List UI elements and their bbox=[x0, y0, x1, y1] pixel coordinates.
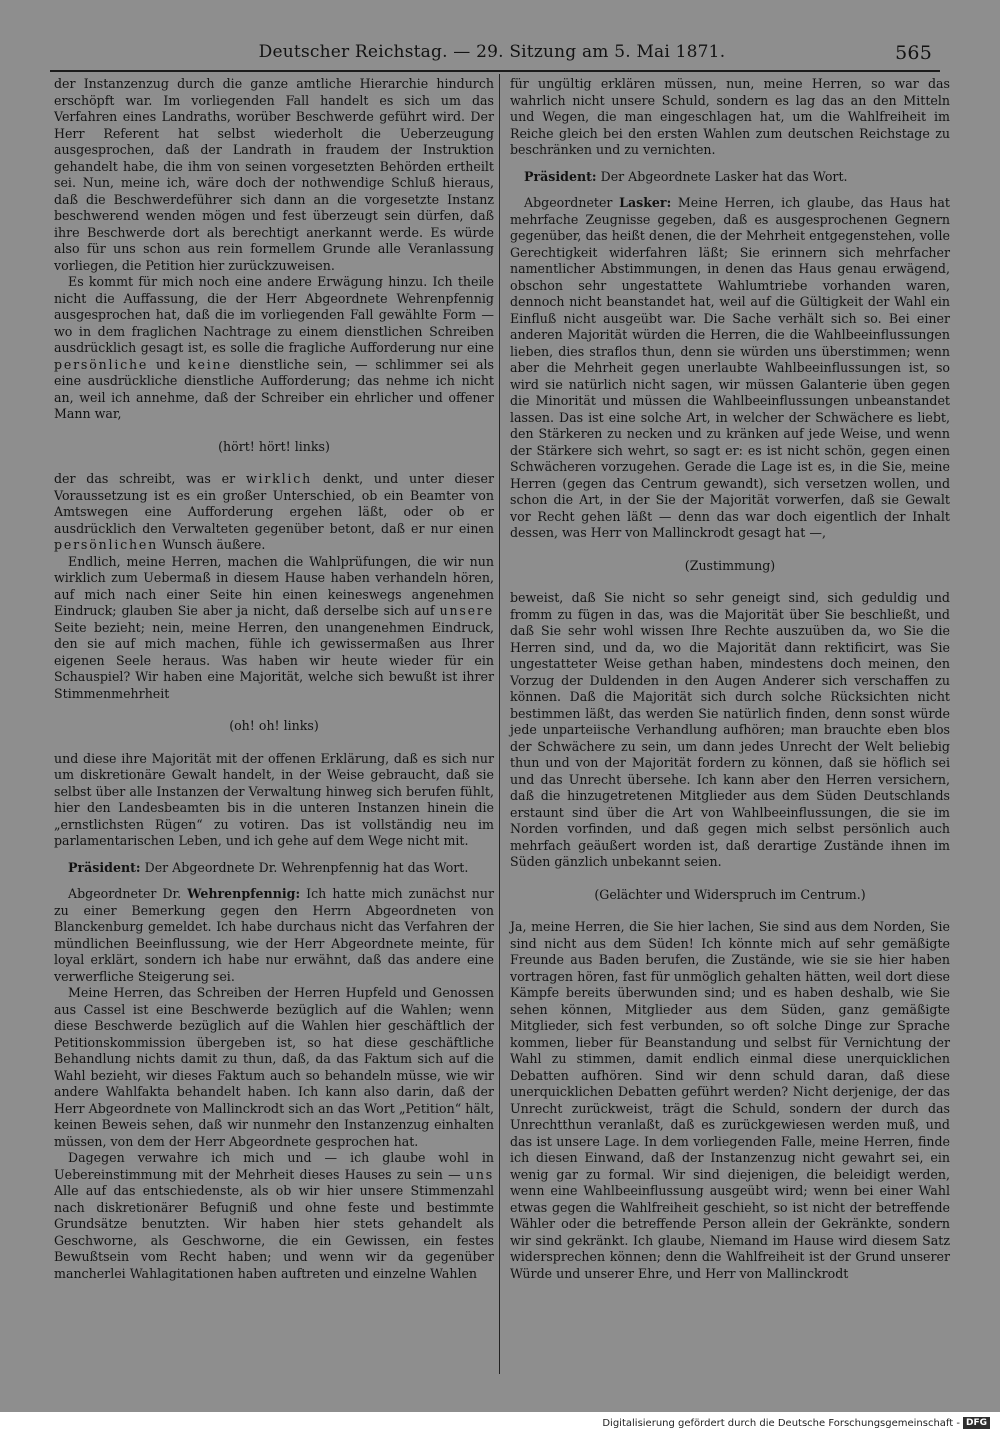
paragraph: Endlich, meine Herren, machen die Wahlprüfungen, die wir nun wirklich zum Uebermaß in diesem Hause haben verhandeln hören, auf mich nach einer Seite hin einen keineswegs angenehmen Eindruck; glauben Sie aber ja nicht, daß derselbe sich auf unsere Seite bezieht; nein, meine Herren, den unangenehmen Eindruck, den sie auf mich machen, fühle ich gewissermaßen aus Ihrer eigenen Seele heraus. Was haben wir heute wieder für ein Schauspiel? Wir haben eine Majorität, welche sich bewußt ist ihrer Stimmenmehrheit bbox=[54, 553, 494, 701]
president-remark: Präsident: Der Abgeordnete Dr. Wehrenpfennig hat das Wort. bbox=[68, 859, 469, 875]
speaker-name: Lasker: bbox=[619, 195, 672, 210]
right-column bbox=[510, 76, 950, 1282]
column-divider bbox=[499, 74, 500, 1374]
speech: Abgeordneter Dr. Wehrenpfennig: Ich hatte mich zunächst nur zu einer Bemerkung gegen den Herrn Abgeordneten von Blanckenburg gemeldet. Ich habe durchaus nicht das Verfahren der mündlichen Beeinflussung, wie der Herr Abgeordnete meinte, für loyal erklärt, sondern ich habe nur erwähnt, daß das andere eine verwerfliche Steigerung sei. bbox=[54, 886, 494, 984]
paragraph: Es kommt für mich noch eine andere Erwägung hinzu. Ich theile nicht die Auffassung, die der Herr Abgeordnete Wehrenpfennig ausgesprochen hat, daß die im vorliegenden Fall gewählte Form — wo in dem fraglichen Nachtrage zu einem dienstlichen Schreiben ausdrücklich gesagt ist, es solle die fragliche Aufforderung nur eine persönliche und keine dienstliche sein, — schlimmer sei als eine ausdrückliche dienstliche Aufforderung; das nehme ich nicht an, weil ich annehme, daß der Schreiber ein ehrlicher und offener Mann war, bbox=[54, 274, 494, 421]
speaker-label: Präsident: bbox=[524, 168, 597, 184]
header-rule bbox=[50, 70, 940, 72]
dfg-credit: Digitalisierung gefördert durch die Deutsche Forschungsgemeinschaft - bbox=[602, 1418, 960, 1429]
president-remark: Präsident: Der Abgeordnete Lasker hat das Wort. bbox=[524, 168, 848, 184]
interjection: (hört! hört! links) bbox=[218, 438, 330, 454]
spaced-emphasis: persönliche bbox=[54, 356, 149, 372]
spaced-emphasis: unsere bbox=[439, 603, 494, 618]
paragraph: beweist, daß Sie nicht so sehr geneigt sind, sich geduldig und fromm zu fügen in das, was die Majorität über Sie beschließt, und daß Sie sehr wohl wissen Ihre Rechte auszuüben da, wo Sie die Herren sind, und da, wo die Majorität dann rektificirt, was Sie ungestatteter Weise gethan haben, mindestens doch meinen, den Vorzug der Duldenden in den Augen Anderer sich verschaffen zu können. Daß die Majorität sich durch solche Rücksichten nicht bestimmen läßt, das werden Sie natürlich finden, denn sonst würde jede unparteiische Verhandlung aufhören; man brauchte eben blos der Schwächere zu sein, um dann jedes Unrecht der Welt beliebig thun und von der Majorität fordern zu können, daß sie höflich sei und das Unrecht übersehe. Ich kann aber den Herren versichern, daß die hinzugetretenen Mitglieder aus dem Süden Deutschlands erstaunt sind über die Art von Wahlbeeinflussungen, die sie im Norden vorfinden, und daß gegen mich selbst persönlich auch mehrfach geäußert worden ist, daß derartige Zustände ihnen im Süden gänzlich unbekannt seien. bbox=[510, 590, 950, 869]
paragraph: für ungültig erklären müssen, nun, meine Herren, so war das wahrlich nicht unsere Schuld, sondern es lag das an den Mitteln und Wegen, die man eingeschlagen hat, um die Wahlfreiheit im Reiche gleich bei den ersten Wahlen zum deutschen Reichstage zu beschränken und zu vernichten. bbox=[510, 76, 950, 157]
spaced-emphasis: uns bbox=[465, 1166, 494, 1182]
paragraph: und diese ihre Majorität mit der offenen Erklärung, daß es sich nur um diskretionäre Gewalt handelt, in der Weise gebraucht, daß sie selbst über alle Instanzen der Verwaltung hinweg sich berufen fühlt, hier den Landesbeamten bis in die unteren Instanzen hinein die „ernstlichsten Rügen“ zu votiren. Das ist vollständig neu im parlamentarischen Leben, und ich gehe auf dem Wege nicht mit. bbox=[54, 750, 494, 848]
spaced-emphasis: persönlichen bbox=[54, 537, 159, 552]
speech: Abgeordneter Lasker: Meine Herren, ich glaube, das Haus hat mehrfache Zeugnisse gegeben, daß es ausgesprochenen Gegnern gegenüber, das heißt denen, die der Mehrheit entgegenstehen, volle Gerechtigkeit widerfahren läßt; Sie erinnern sich mehrfacher namentlicher Abstimmungen, in denen das Haus genau erwägend, obschon sehr ungestattete Wahlumtriebe vorhanden waren, dennoch nicht beanstandet hat, weil auf die Gültigkeit der Wahl ein Einfluß nicht ausgeübt war. Die Sache verhält sich so. Bei einer anderen Majorität würden die Herren, die die Wahlbeeinflussungen lieben, dies straflos thun, denn sie würden uns überstimmen; wenn aber die Mehrheit gegen unerlaubte Wahlbeeinflussungen ist, so wird sie natürlich nicht sagen, wir müssen Galanterie üben gegen die Minorität und müssen die Wahlbeeinflussungen unbeanstandet lassen. Das ist eine solche Art, in welcher der Schwächere es liebt, den Stärkeren zu necken und zu kränken auf jede Weise, und wenn der Stärkere sich wehrt, so sagt er: es ist nicht schön, gegen einen Schwächeren vorzugehen. Gerade die Lage ist es, in die Sie, meine Herren (gegen das Centrum gewandt), sich versetzen wollen, und schon die Art, in der Sie der Majorität vorwerfen, daß sie Gewalt vor Recht gehen läßt — denn das war doch eigentlich der Inhalt dessen, was Herr von Mallinckrodt gesagt hat —, bbox=[510, 195, 950, 540]
speaker-label: Präsident: bbox=[68, 859, 141, 875]
interjection: (oh! oh! links) bbox=[229, 718, 319, 733]
paragraph: der das schreibt, was er wirklich denkt, und unter dieser Voraussetzung ist es ein großer Unterschied, ob ein Beamter von Amtswegen eine Aufforderung ergehen läßt, oder ob er ausdrücklich den Verwalteten gegenüber betont, daß er nur einen persönlichen Wunsch äußere. bbox=[54, 471, 494, 552]
paragraph: Meine Herren, das Schreiben der Herren Hupfeld und Genossen aus Cassel ist eine Beschwerde bezüglich auf die Wahlen; wenn diese Beschwerde bezüglich auf die Wahlen hier geschäftlich der Petitionskommission übergeben ist, so hat diese geschäftliche Behandlung nichts damit zu thun, daß, da das Faktum sich auf die Wahl bezieht, wir dieses Faktum auch so behandeln müsse, wie wir andere Wahlfakta behandelt haben. Ich kann also darin, daß der Herr Abgeordnete von Mallinckrodt sich an das Wort „Petition“ hält, keinen Beweis sehen, daß wir nunmehr den Instanzenzug einhalten müssen, von dem der Herr Abgeordnete gesprochen hat. bbox=[54, 985, 494, 1149]
paragraph: Dagegen verwahre ich mich und — ich glaube wohl in Uebereinstimmung mit der Mehrheit dieses Hauses zu sein — uns Alle auf das entschiedenste, als ob wir hier unsere Stimmenzahl nach diskretionärer Befugniß und ohne feste und bestimmte Grundsätze benutzten. Wir haben hier stets gehandelt als Geschworne, als Geschworne, die ein Gewissen, ein festes Bewußtsein vom Recht haben; und wenn wir da gegenüber mancherlei Wahlagitationen haben auftreten und einzelne Wahlen bbox=[54, 1150, 494, 1281]
page-number: 565 bbox=[895, 42, 932, 64]
speaker-name: Wehrenpfennig: bbox=[187, 886, 301, 901]
spaced-emphasis: wirklich bbox=[245, 471, 313, 486]
page-header bbox=[52, 42, 932, 70]
running-title: Deutscher Reichstag. — 29. Sitzung am 5. Mai 1871. bbox=[258, 42, 726, 62]
paragraph: der Instanzenzug durch die ganze amtliche Hierarchie hindurch erschöpft war. Im vorliegenden Fall handelt es sich um das Verfahren eines Landraths, worüber Beschwerde geführt wird. Der Herr Referent hat selbst wiederholt die Ueberzeugung ausgesprochen, daß der Landrath in fraudem der Instruktion gehandelt habe, die ihm von seinen vorgesetzten Behörden ertheilt sei. Nun, meine ich, wäre doch der nothwendige Schluß hieraus, daß die Beschwerdeführer sich dann an die vorgesetzte Instanz beschwerend wenden mögen und fest überzeugt sein dürfen, daß ihre Beschwerde dort als berechtigt anerkannt werde. Es würde also für uns schon aus rein formellem Grunde alle Veranlassung vorliegen, die Petition hier zurückzuweisen. bbox=[54, 76, 494, 273]
left-column bbox=[54, 76, 494, 1282]
paragraph: Ja, meine Herren, die Sie hier lachen, Sie sind aus dem Norden, Sie sind nicht aus dem Süden! Ich könnte mich auf sehr gemäßigte Freunde aus Baden berufen, die Zustände, wie sie sie hier haben vortragen hören, fast für unmöglich gehalten hätten, weil dort diese Kämpfe bereits überwunden sind; und es haben deshalb, wie Sie sehen können, Mitglieder aus dem Süden, ganz gemäßigte Mitglieder, sich fest verbunden, so oft solche Dinge zur Sprache kommen, lieber für Beanstandung und selbst für Vernichtung der Wahl zu stimmen, damit endlich einmal diese unerquicklichen Debatten aufhören. Sind wir denn schuld daran, daß diese unerquicklichen Debatten geführt werden? Nicht derjenige, der das Unrecht zurückweist, trägt die Schuld, sondern der durch das Unrechtthun veranlaßt, daß es zurückgewiesen werden muß, und das ist unsere Lage. In dem vorliegenden Falle, meine Herren, finde ich diesen Einwand, daß der Instanzenzug nicht gewahrt sei, ein wenig gar zu formal. Wir sind diejenigen, die beleidigt werden, wenn eine Wahlbeeinflussung ausgeübt wird; wenn bei einer Wahl etwas gegen die Wahlfreiheit geschieht, so ist nicht der betreffende Wähler oder die betreffende Person allein der Gekränkte, sondern wir sind gekränkt. Ich glaube, Niemand im Hause wird diesem Satz widersprechen können; denn die Wahlfreiheit ist der Grund unserer Würde und unserer Ehre, und Herr von Mallinckrodt bbox=[510, 919, 950, 1281]
interjection: (Zustimmung) bbox=[684, 557, 776, 573]
spaced-emphasis: keine bbox=[188, 356, 232, 372]
interjection: (Gelächter und Widerspruch im Centrum.) bbox=[594, 886, 866, 902]
digitization-footer bbox=[0, 1412, 1000, 1432]
dfg-logo: DFG bbox=[963, 1417, 990, 1429]
